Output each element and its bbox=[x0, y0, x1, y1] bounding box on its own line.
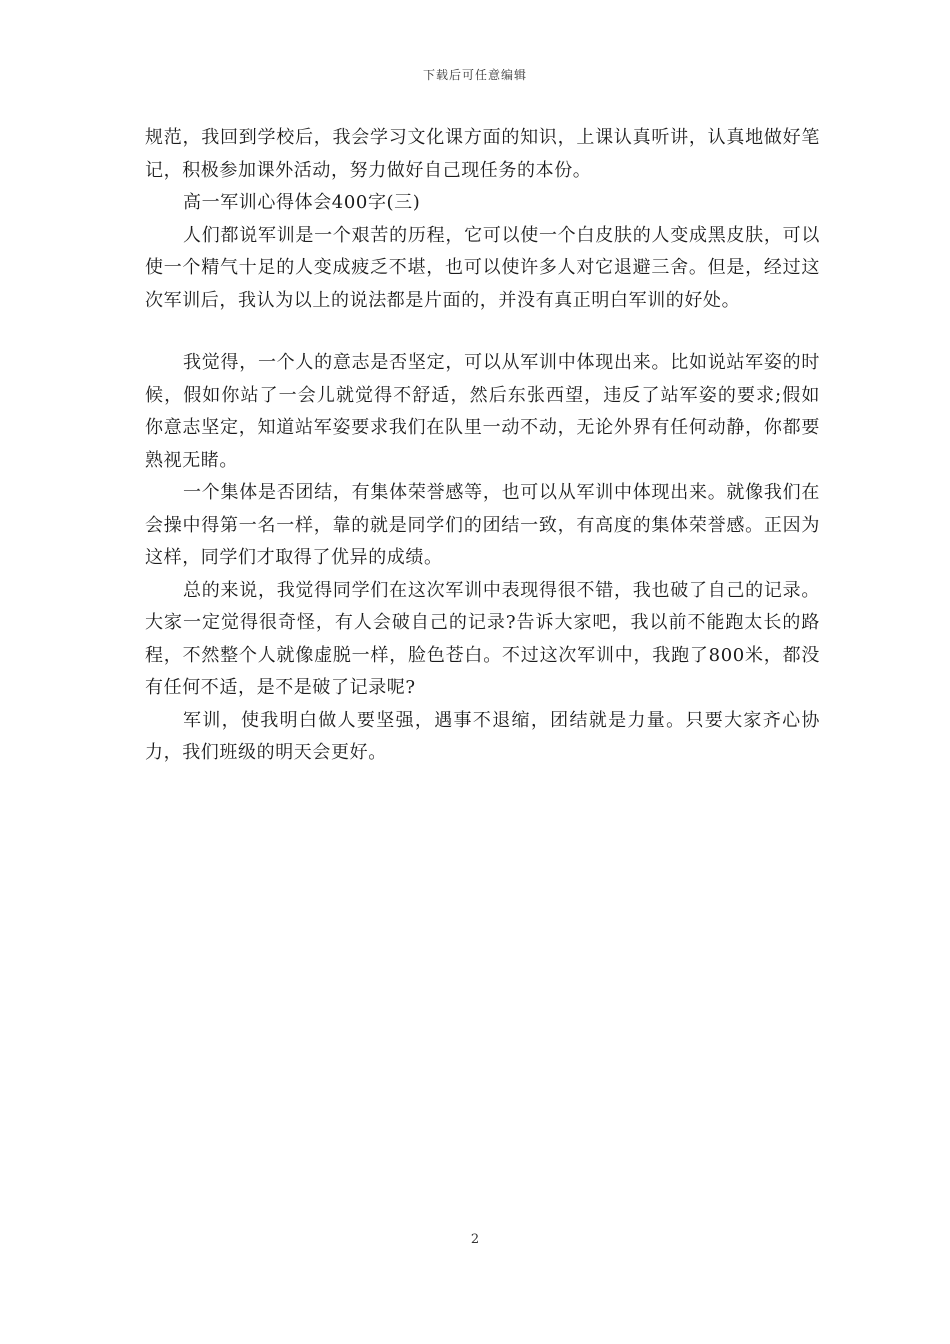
paragraph-intro: 人们都说军训是一个艰苦的历程，它可以使一个白皮肤的人变成黑皮肤，可以使一个精气十足的人变成疲乏不堪，也可以使许多人对它退避三舍。但是，经过这次军训后，我认为以上的说法都是片面的，并没有真正明白军训的好处。 bbox=[145, 224, 820, 311]
paragraph-willpower: 我觉得，一个人的意志是否坚定，可以从军训中体现出来。比如说站军姿的时候，假如你站了一会儿就觉得不舒适，然后东张西望，违反了站军姿的要求;假如你意志坚定，知道站军姿要求我们在队里一动不动，无论外界有任何动静，你都要熟视无睹。 bbox=[145, 352, 820, 471]
paragraph-conclusion: 军训，使我明白做人要坚强，遇事不退缩，团结就是力量。只要大家齐心协力，我们班级的明天会更好。 bbox=[145, 709, 820, 763]
paragraph-unity: 一个集体是否团结，有集体荣誉感等，也可以从军训中体现出来。就像我们在会操中得第一名一样，靠的就是同学们的团结一致，有高度的集体荣誉感。正因为这样，同学们才取得了优异的成绩。 bbox=[145, 482, 820, 568]
paragraph-continuation: 规范，我回到学校后，我会学习文化课方面的知识，上课认真听讲，认真地做好笔记，积极参加课外活动，努力做好自己现任务的本份。 bbox=[145, 127, 820, 181]
document-body bbox=[145, 122, 820, 770]
section-heading: 高一军训心得体会400字(三) bbox=[183, 192, 421, 213]
paragraph-record: 总的来说，我觉得同学们在这次军训中表现得很不错，我也破了自己的记录。大家一定觉得很奇怪，有人会破自己的记录?告诉大家吧，我以前不能跑太长的路程，不然整个人就像虚脱一样，脸色苍白。不过这次军训中，我跑了800米，都没有任何不适，是不是破了记录呢? bbox=[145, 579, 820, 698]
paragraph-spacer bbox=[145, 317, 820, 347]
page-header: 下载后可任意编辑 bbox=[422, 68, 527, 82]
page-number: 2 bbox=[470, 1232, 480, 1247]
